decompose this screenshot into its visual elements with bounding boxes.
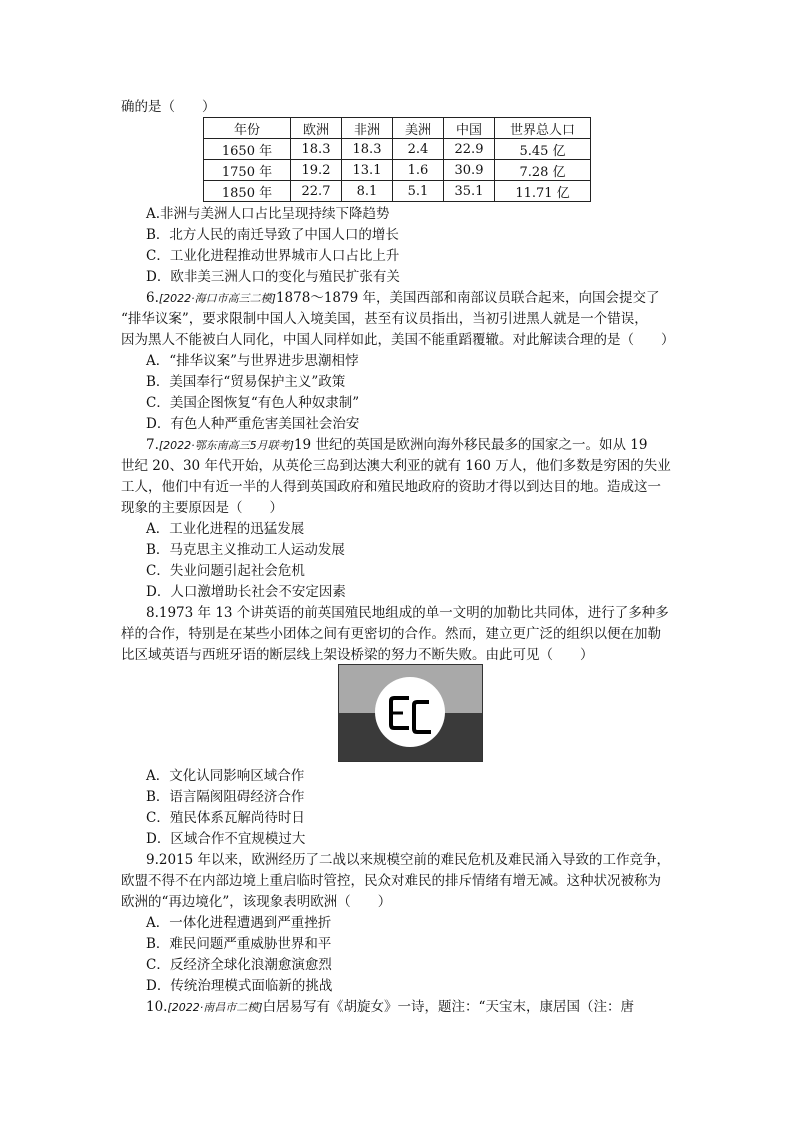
population-table [203,117,591,202]
table-header-cell: 欧洲 [291,118,342,139]
option-c: C．殖民体系瓦解尚待时日 [146,810,305,826]
question-10-line-1 [146,997,634,1018]
table-header-cell: 年份 [204,118,291,139]
table-header-row [204,118,591,139]
table-cell: 1.6 [393,160,444,181]
question-stem-tail: 确的是（ ） [121,99,216,115]
question-text: 白居易写有《胡旋女》一诗，题注：“天宝末，康居国（注：唐 [262,999,634,1015]
question-6-line-1 [146,288,659,309]
option-d: D．有色人种严重危害美国社会治安 [146,416,360,432]
option-b: B．马克思主义推动工人运动发展 [146,542,345,558]
table-cell: 1750 年 [204,160,291,181]
question-number: 7. [146,437,159,453]
table-row [204,181,591,202]
question-text: 世纪 20、30 年代开始，从英伦三岛到达澳大利亚的就有 160 万人，他们多数是穷困的失业 [121,458,671,474]
question-text: 欧洲的“再边境化”，该现象表明欧洲（ ） [121,894,392,910]
question-text: 1878～1879 年，美国西部和南部议员联合起来，向国会提交了 [275,290,660,306]
option-c: C．反经济全球化浪潮愈演愈烈 [146,957,332,973]
question-source: [2022·南昌市二模] [167,1001,263,1014]
question-text: 欧盟不得不在内部边境上重启临时管控，民众对难民的排斥情绪有增无减。这种状况被称为 [121,873,661,889]
table-cell: 19.2 [291,160,342,181]
table-cell: 13.1 [342,160,393,181]
option-b: B．美国奉行“贸易保护主义”政策 [146,374,346,390]
question-text: 样的合作，特别是在某些小团体之间有更密切的合作。然而，建立更广泛的组织以便在加勒 [121,626,661,642]
table-cell: 7.28 亿 [495,160,591,181]
table-cell: 22.7 [291,181,342,202]
option-c: C．工业化进程推动世界城市人口占比上升 [146,248,400,264]
option-d: D．区域合作不宜规模过大 [146,831,306,847]
option-b: B．语言隔阂阻碍经济合作 [146,789,305,805]
option-a: A.非洲与美洲人口占比呈现持续下降趋势 [146,206,390,222]
option-a: A．文化认同影响区域合作 [146,768,305,784]
question-text: 19 世纪的英国是欧洲向海外移民最多的国家之一。如从 19 [293,437,648,453]
logo-cc-mark [339,665,482,761]
table-cell: 35.1 [444,181,495,202]
question-text: 比区域英语与西班牙语的断层线上架设桥梁的努力不断失败。由此可见（ ） [121,647,594,663]
question-number: 10. [146,999,168,1015]
question-text: 现象的主要原因是（ ） [121,500,283,516]
question-7-line-1 [146,435,647,456]
question-text: 工人，他们中有近一半的人得到英国政府和殖民地政府的资助才得以到达目的地。造成这一 [121,479,661,495]
table-cell: 30.9 [444,160,495,181]
table-cell: 22.9 [444,139,495,160]
option-b: B．北方人民的南迁导致了中国人口的增长 [146,227,399,243]
caricom-logo-icon [338,664,483,762]
option-a: A．一体化进程遭遇到严重挫折 [146,915,332,931]
table-cell: 5.1 [393,181,444,202]
question-source: [2022·海口市高三二模] [158,292,276,305]
question-text: “排华议案”，要求限制中国人入境美国，甚至有议员指出，当初引进黑人就是一个错误， [121,311,648,327]
option-c: C．美国企图恢复“有色人种奴隶制” [146,395,360,411]
table-header-cell: 中国 [444,118,495,139]
question-text: 9.2015 年以来，欧洲经历了二战以来规模空前的难民危机及难民涌入导致的工作竞争， [146,852,671,868]
option-d: D．传统治理模式面临新的挑战 [146,978,333,994]
table-cell: 2.4 [393,139,444,160]
question-text: 8.1973 年 13 个讲英语的前英国殖民地组成的单一文明的加勒比共同体，进行了多种多 [146,605,669,621]
option-d: D．人口激增助长社会不安定因素 [146,584,346,600]
table-cell: 18.3 [291,139,342,160]
table-header-cell: 美洲 [393,118,444,139]
table-cell: 1650 年 [204,139,291,160]
question-number: 6. [146,290,159,306]
option-d: D．欧非美三洲人口的变化与殖民扩张有关 [146,269,400,285]
option-b: B．难民问题严重威胁世界和平 [146,936,332,952]
question-text: 因为黑人不能被白人同化，中国人同样如此，美国不能重蹈覆辙。对此解读合理的是（ ） [121,332,675,348]
table-header-cell: 非洲 [342,118,393,139]
option-c: C．失业问题引起社会危机 [146,563,305,579]
table-header-cell: 世界总人口 [495,118,591,139]
option-a: A．“排华议案”与世界进步思潮相悖 [146,353,359,369]
table-row [204,160,591,181]
table-row [204,139,591,160]
table-cell: 5.45 亿 [495,139,591,160]
table-cell: 18.3 [342,139,393,160]
table-cell: 8.1 [342,181,393,202]
table-cell: 11.71 亿 [495,181,591,202]
question-source: [2022·鄂东南高三5月联考] [158,439,294,452]
table-cell: 1850 年 [204,181,291,202]
option-a: A．工业化进程的迅猛发展 [146,521,305,537]
